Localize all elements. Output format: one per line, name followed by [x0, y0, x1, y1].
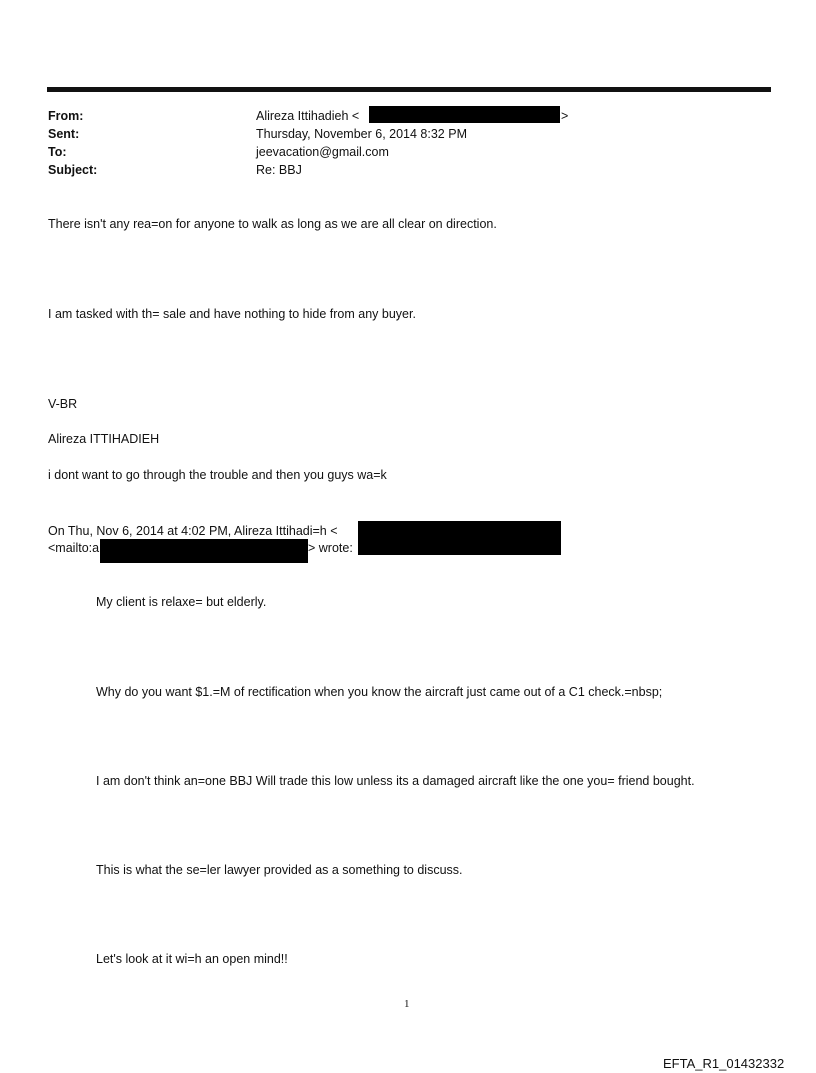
from-label: From: [48, 109, 84, 123]
sent-value: Thursday, November 6, 2014 8:32 PM [256, 127, 467, 141]
from-value: Alireza Ittihadieh < [256, 109, 360, 123]
redaction-quote-email [358, 521, 561, 555]
quote-intro-line-1: On Thu, Nov 6, 2014 at 4:02 PM, Alireza Ittihadi=h < [48, 524, 338, 538]
to-value: jeevacation@gmail.com [256, 145, 389, 159]
to-label: To: [48, 145, 67, 159]
redaction-from-email [369, 106, 560, 123]
subject-label: Subject: [48, 163, 98, 177]
quote-intro-wrote: > wrote: [308, 541, 353, 555]
quoted-line-5: Let's look at it wi=h an open mind!! [96, 952, 288, 966]
quoted-line-2: Why do you want $1.=M of rectification when you know the aircraft just came out of a C1 check.=nbsp; [96, 685, 663, 699]
document-id: EFTA_R1_01432332 [663, 1056, 785, 1071]
body-line-2: I am tasked with th= sale and have nothing to hide from any buyer. [48, 307, 416, 321]
subject-value: Re: BBJ [256, 163, 302, 177]
page-number: 1 [404, 998, 410, 1010]
quoted-line-3: I am don't think an=one BBJ Will trade this low unless its a damaged aircraft like the one you= friend bought. [96, 774, 695, 788]
body-line-1: There isn't any rea=on for anyone to walk as long as we are all clear on direction. [48, 217, 497, 231]
redaction-mailto [100, 539, 308, 563]
quoted-line-4: This is what the se=ler lawyer provided as a something to discuss. [96, 863, 463, 877]
from-value-tail: > [561, 109, 569, 123]
signoff: V-BR [48, 397, 78, 411]
header-rule [47, 87, 771, 92]
body-line-3: i dont want to go through the trouble and then you guys wa=k [48, 468, 387, 482]
quote-intro-mailto: <mailto:a [48, 541, 100, 555]
sent-label: Sent: [48, 127, 80, 141]
signature: Alireza ITTIHADIEH [48, 432, 160, 446]
quoted-line-1: My client is relaxe= but elderly. [96, 595, 267, 609]
